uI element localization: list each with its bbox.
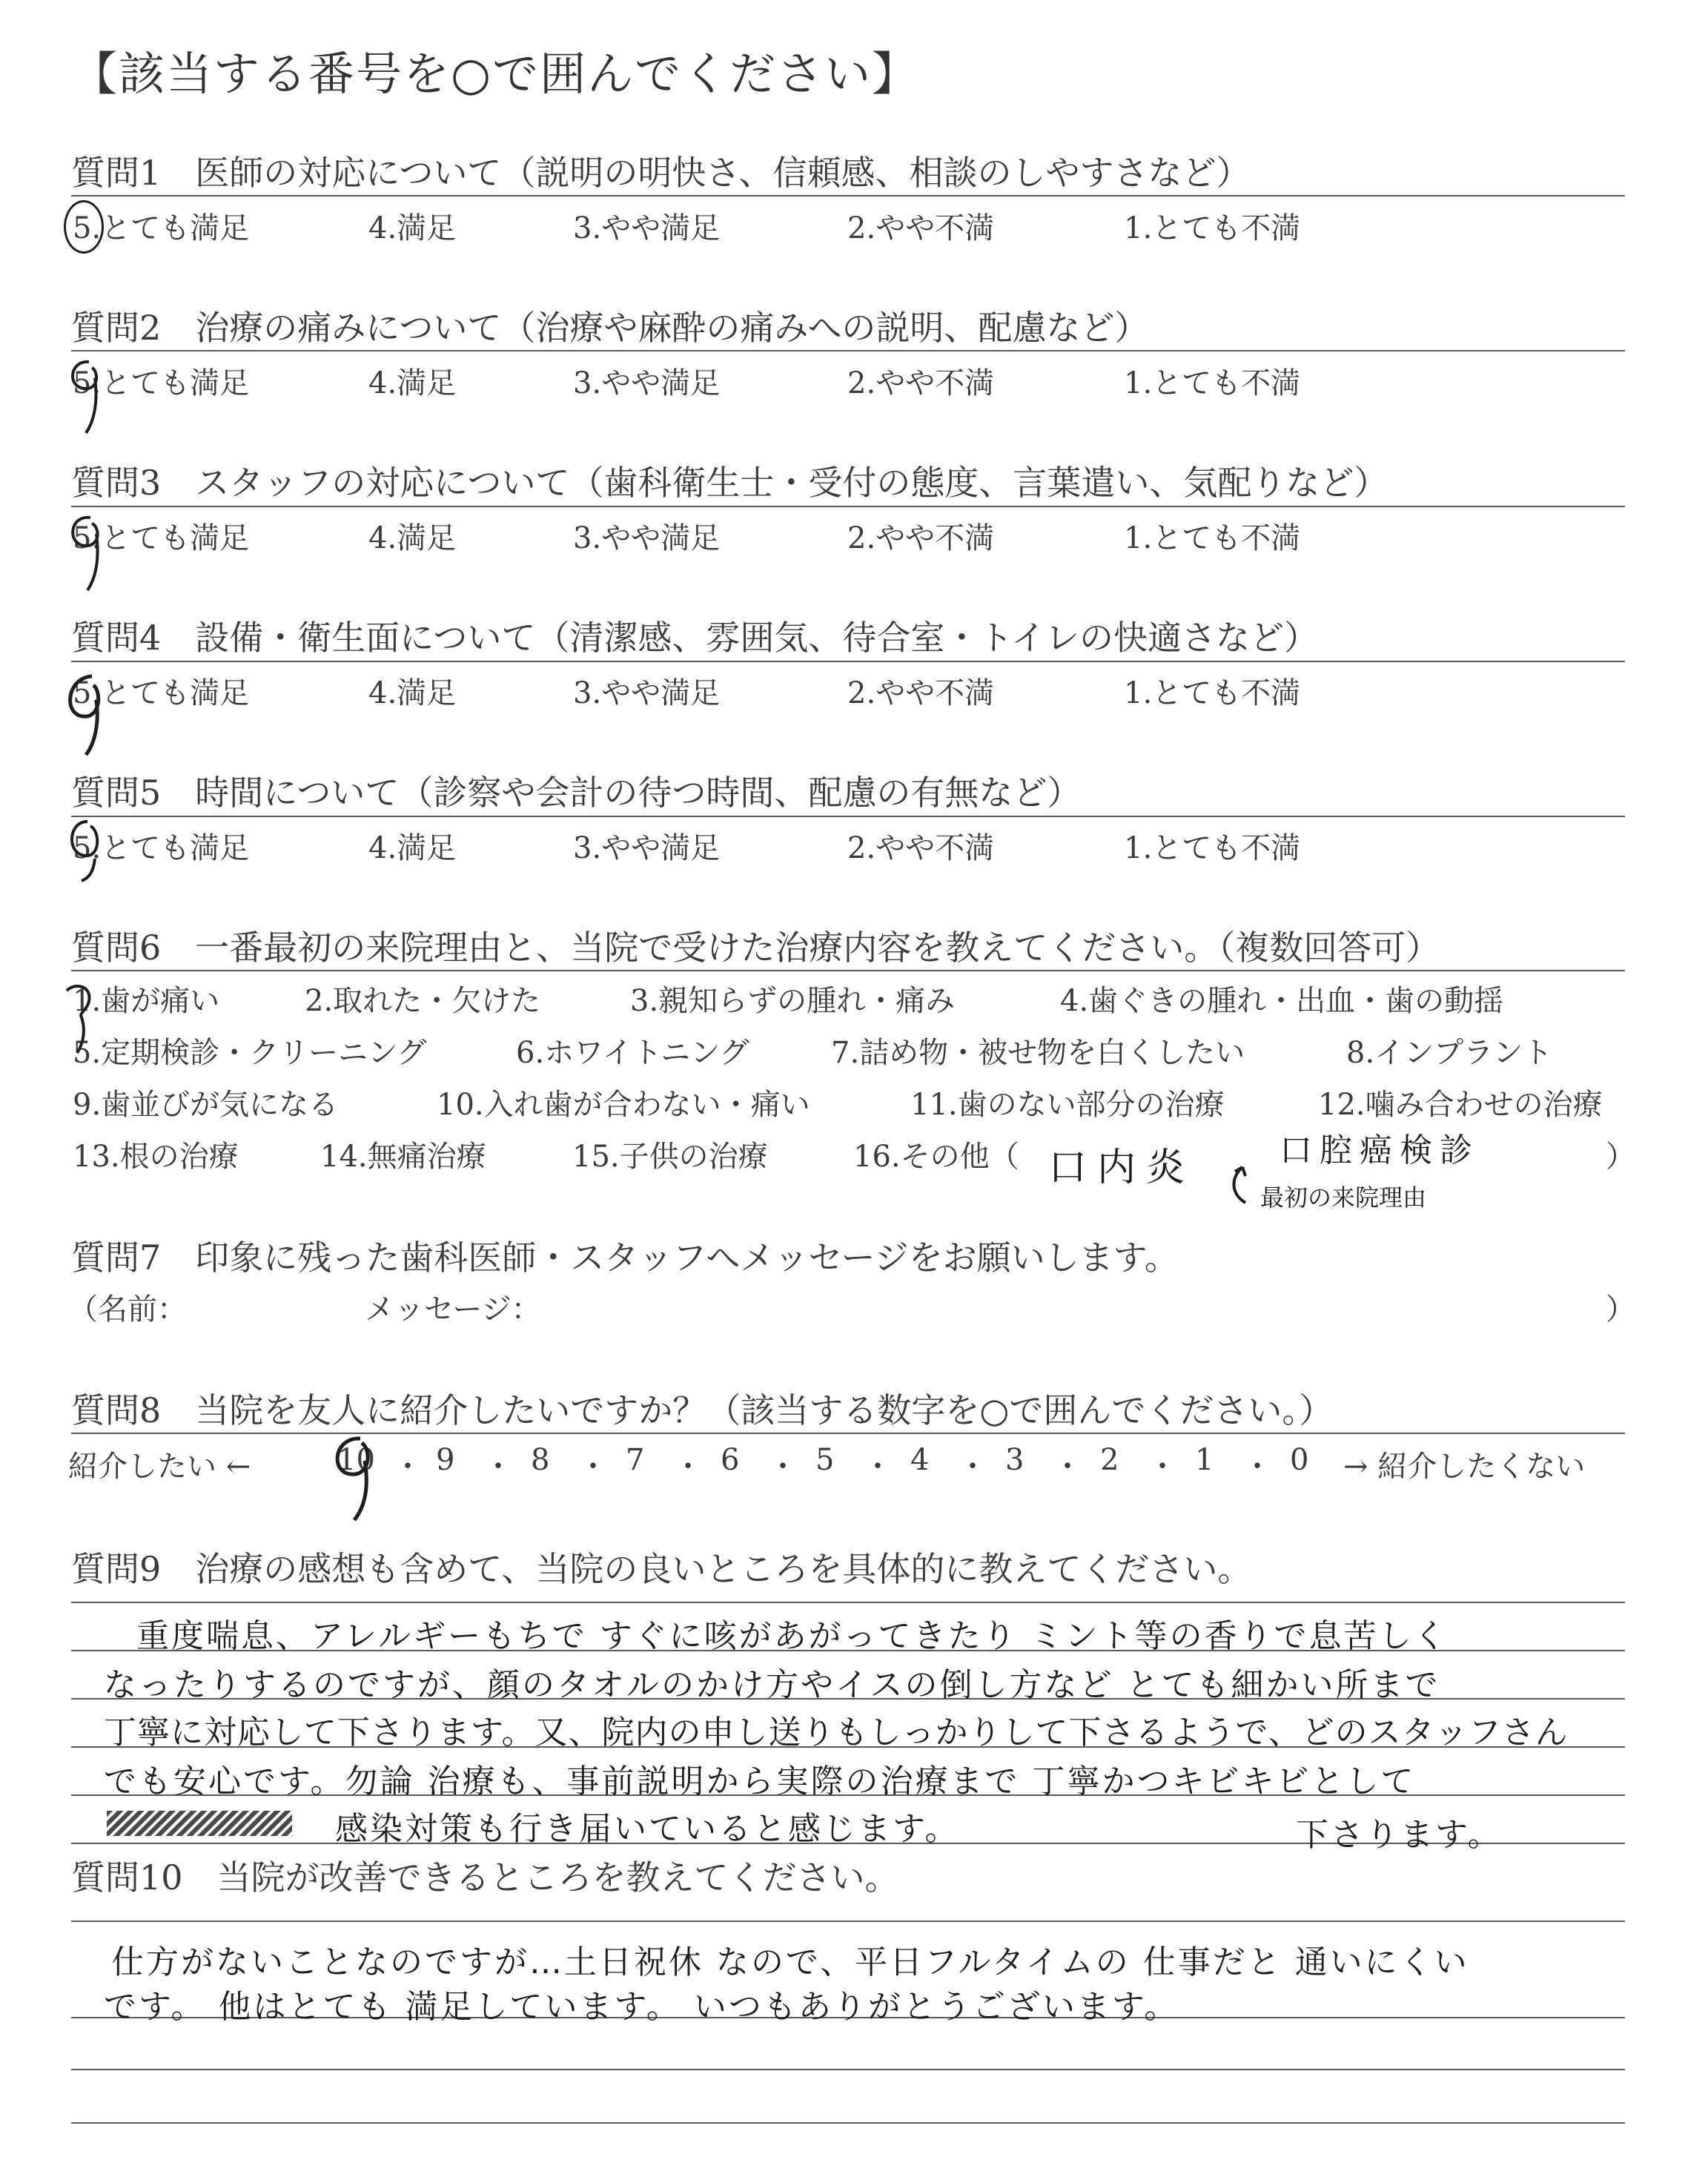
rule-line [71, 506, 1625, 507]
comment-line-2: なったりするのですが、顔のタオルのかけ方やイスの倒し方など とても細かい所まで [104, 1666, 1440, 1704]
scale-0[interactable]: 0 [1290, 1443, 1309, 1477]
rating-option-5[interactable]: 5.とても満足 [73, 676, 250, 710]
rule-line [71, 1433, 1625, 1434]
scale-10[interactable]: 10 [337, 1443, 375, 1477]
question-title: 質問5 時間について（診察や会計の待つ時間、配慮の有無など） [71, 773, 1082, 813]
reason-option-11[interactable]: 11.歯のない部分の治療 [910, 1088, 1225, 1122]
scale-dot: ・ [1053, 1450, 1082, 1484]
scale-dot: ・ [958, 1450, 987, 1484]
other-handwritten-1: 口内炎 [1048, 1146, 1196, 1190]
reason-option-7[interactable]: 7.詰め物・被せ物を白くしたい [831, 1036, 1245, 1070]
reason-option-14[interactable]: 14.無痛治療 [320, 1140, 486, 1174]
rating-option-5[interactable]: 5.とても満足 [73, 366, 250, 400]
scale-dot: ・ [863, 1450, 893, 1484]
rule-line [71, 2069, 1625, 2070]
improvement-line-2: です。 他はとても 満足しています。 いつもありがとうございます。 [104, 1988, 1179, 2026]
reason-option-15[interactable]: 15.子供の治療 [572, 1140, 768, 1174]
rating-option-2[interactable]: 2.やや不満 [847, 366, 995, 400]
reason-option-4[interactable]: 4.歯ぐきの腫れ・出血・歯の動揺 [1060, 984, 1504, 1018]
rating-option-5[interactable]: 5.とても満足 [73, 831, 250, 865]
scale-5[interactable]: 5 [815, 1443, 835, 1477]
rating-option-3[interactable]: 3.やや満足 [573, 366, 721, 400]
handwritten-note: 最初の来院理由 [1260, 1183, 1427, 1212]
selection-mark [59, 504, 111, 593]
rating-option-1[interactable]: 1.とても不満 [1124, 831, 1301, 865]
scale-6[interactable]: 6 [721, 1443, 740, 1477]
scale-7[interactable]: 7 [626, 1443, 645, 1477]
comment-line-3: 丁寧に対応して下さります。又、院内の申し送りもしっかりして下さるようで、どのスタッフさん [104, 1714, 1569, 1751]
name-label: （名前： [68, 1292, 187, 1327]
scale-4[interactable]: 4 [910, 1443, 930, 1477]
rating-option-2[interactable]: 2.やや不満 [847, 211, 995, 245]
selection-mark [56, 976, 101, 1057]
reason-option-13[interactable]: 13.根の治療 [73, 1140, 239, 1174]
question-title: 質問4 設備・衛生面について（清潔感、雰囲気、待合室・トイレの快適さなど） [71, 618, 1319, 658]
rating-option-1[interactable]: 1.とても不満 [1124, 676, 1301, 710]
reason-option-16[interactable]: 16.その他（ [853, 1140, 1019, 1174]
rating-option-4[interactable]: 4.満足 [368, 211, 457, 245]
selection-mark [59, 816, 111, 890]
rating-option-3[interactable]: 3.やや満足 [573, 211, 721, 245]
reason-option-8[interactable]: 8.インプラント [1346, 1036, 1553, 1070]
rule-line [71, 350, 1625, 351]
selection-circle [64, 200, 104, 254]
reason-option-3[interactable]: 3.親知らずの腫れ・痛み [630, 984, 956, 1018]
rule-line [71, 1602, 1625, 1603]
rating-option-3[interactable]: 3.やや満足 [573, 676, 721, 710]
scale-dot: ・ [1242, 1450, 1272, 1484]
arrow-mark [1220, 1161, 1265, 1213]
selection-mark [314, 1428, 388, 1525]
rating-option-2[interactable]: 2.やや不満 [847, 831, 995, 865]
reason-option-12[interactable]: 12.噛み合わせの治療 [1318, 1088, 1603, 1122]
other-handwritten-2: 口腔癌検診 [1280, 1132, 1480, 1169]
rating-option-5[interactable]: 5.とても満足 [73, 521, 250, 555]
rating-option-4[interactable]: 4.満足 [368, 831, 457, 865]
question-9-title: 質問9 治療の感想も含めて、当院の良いところを具体的に教えてください。 [71, 1549, 1252, 1589]
scale-dot: ・ [673, 1450, 703, 1484]
comment-line-4: でも安心です。勿論 治療も、事前説明から実際の治療まで 丁寧かつキビキビとして [104, 1763, 1416, 1800]
rating-option-2[interactable]: 2.やや不満 [847, 676, 995, 710]
recommend-right-label: → 紹介したくない [1343, 1450, 1586, 1484]
scale-8[interactable]: 8 [531, 1443, 550, 1477]
scale-dot: ・ [483, 1450, 513, 1484]
rating-option-1[interactable]: 1.とても不満 [1124, 366, 1301, 400]
improvement-line-1: 仕方がないことなのですが…土日祝休 なので、平日フルタイムの 仕事だと 通いにくい [111, 1943, 1469, 1981]
rule-line [71, 2122, 1625, 2124]
rating-option-4[interactable]: 4.満足 [368, 366, 457, 400]
reason-option-10[interactable]: 10.入れ歯が合わない・痛い [437, 1088, 810, 1122]
scale-3[interactable]: 3 [1005, 1443, 1025, 1477]
reason-option-2[interactable]: 2.取れた・欠けた [305, 984, 541, 1018]
message-close-paren: ） [1606, 1292, 1635, 1327]
rating-option-3[interactable]: 3.やや満足 [573, 521, 721, 555]
reason-option-1[interactable]: 1.歯が痛い [73, 984, 220, 1018]
question-7-title: 質問7 印象に残った歯科医師・スタッフへメッセージをお願いします。 [71, 1238, 1179, 1278]
rule-line [71, 816, 1625, 817]
question-8-title: 質問8 当院を友人に紹介したいですか？（該当する数字を○で囲んでください。） [71, 1390, 1334, 1430]
question-10-title: 質問10 当院が改善できるところを教えてください。 [71, 1857, 899, 1898]
other-close-paren: ） [1606, 1140, 1635, 1174]
rating-option-1[interactable]: 1.とても不満 [1124, 211, 1301, 245]
question-6-title: 質問6 一番最初の来院理由と、当院で受けた治療内容を教えてください。（複数回答可） [71, 928, 1440, 968]
comment-line-1: 重度喘息、アレルギーもちで すぐに咳があがってきたり ミント等の香りで息苦しく [136, 1617, 1449, 1655]
reason-option-6[interactable]: 6.ホワイトニング [516, 1036, 749, 1070]
scale-2[interactable]: 2 [1100, 1443, 1119, 1477]
rating-option-5[interactable]: 5.とても満足 [73, 211, 250, 245]
rating-option-4[interactable]: 4.満足 [368, 676, 457, 710]
recommend-left-label: 紹介したい ← [68, 1450, 251, 1484]
comment-line-tail: 下さります。 [1296, 1816, 1503, 1854]
rating-option-2[interactable]: 2.やや不満 [847, 521, 995, 555]
rating-option-4[interactable]: 4.満足 [368, 521, 457, 555]
scale-dot: ・ [393, 1450, 423, 1484]
scribbled-out-text [107, 1811, 292, 1836]
question-title: 質問1 医師の対応について（説明の明快さ、信頼感、相談のしやすさなど） [71, 153, 1251, 193]
rule-line [71, 195, 1625, 196]
rule-line [71, 1920, 1625, 1922]
rule-line [71, 970, 1625, 971]
scale-dot: ・ [768, 1450, 798, 1484]
page-title: 【該当する番号を○で囲んでください】 [71, 47, 920, 101]
scale-dot: ・ [1148, 1450, 1177, 1484]
selection-mark [59, 349, 111, 437]
scale-dot: ・ [578, 1450, 608, 1484]
comment-line-5: 感染対策も行き届いていると感じます。 [335, 1810, 960, 1848]
message-label: メッセージ： [365, 1292, 541, 1327]
rating-option-1[interactable]: 1.とても不満 [1124, 521, 1301, 555]
reason-option-9[interactable]: 9.歯並びが気になる [73, 1088, 339, 1122]
reason-option-5[interactable]: 5.定期検診・クリーニング [73, 1036, 427, 1070]
rule-line [71, 661, 1625, 662]
rating-option-3[interactable]: 3.やや満足 [573, 831, 721, 865]
selection-mark [56, 667, 116, 756]
scale-9[interactable]: 9 [436, 1443, 455, 1477]
question-title: 質問3 スタッフの対応について（歯科衛生士・受付の態度、言葉遣い、気配りなど） [71, 463, 1388, 503]
question-title: 質問2 治療の痛みについて（治療や麻酔の痛みへの説明、配慮など） [71, 308, 1149, 348]
scale-1[interactable]: 1 [1195, 1443, 1214, 1477]
